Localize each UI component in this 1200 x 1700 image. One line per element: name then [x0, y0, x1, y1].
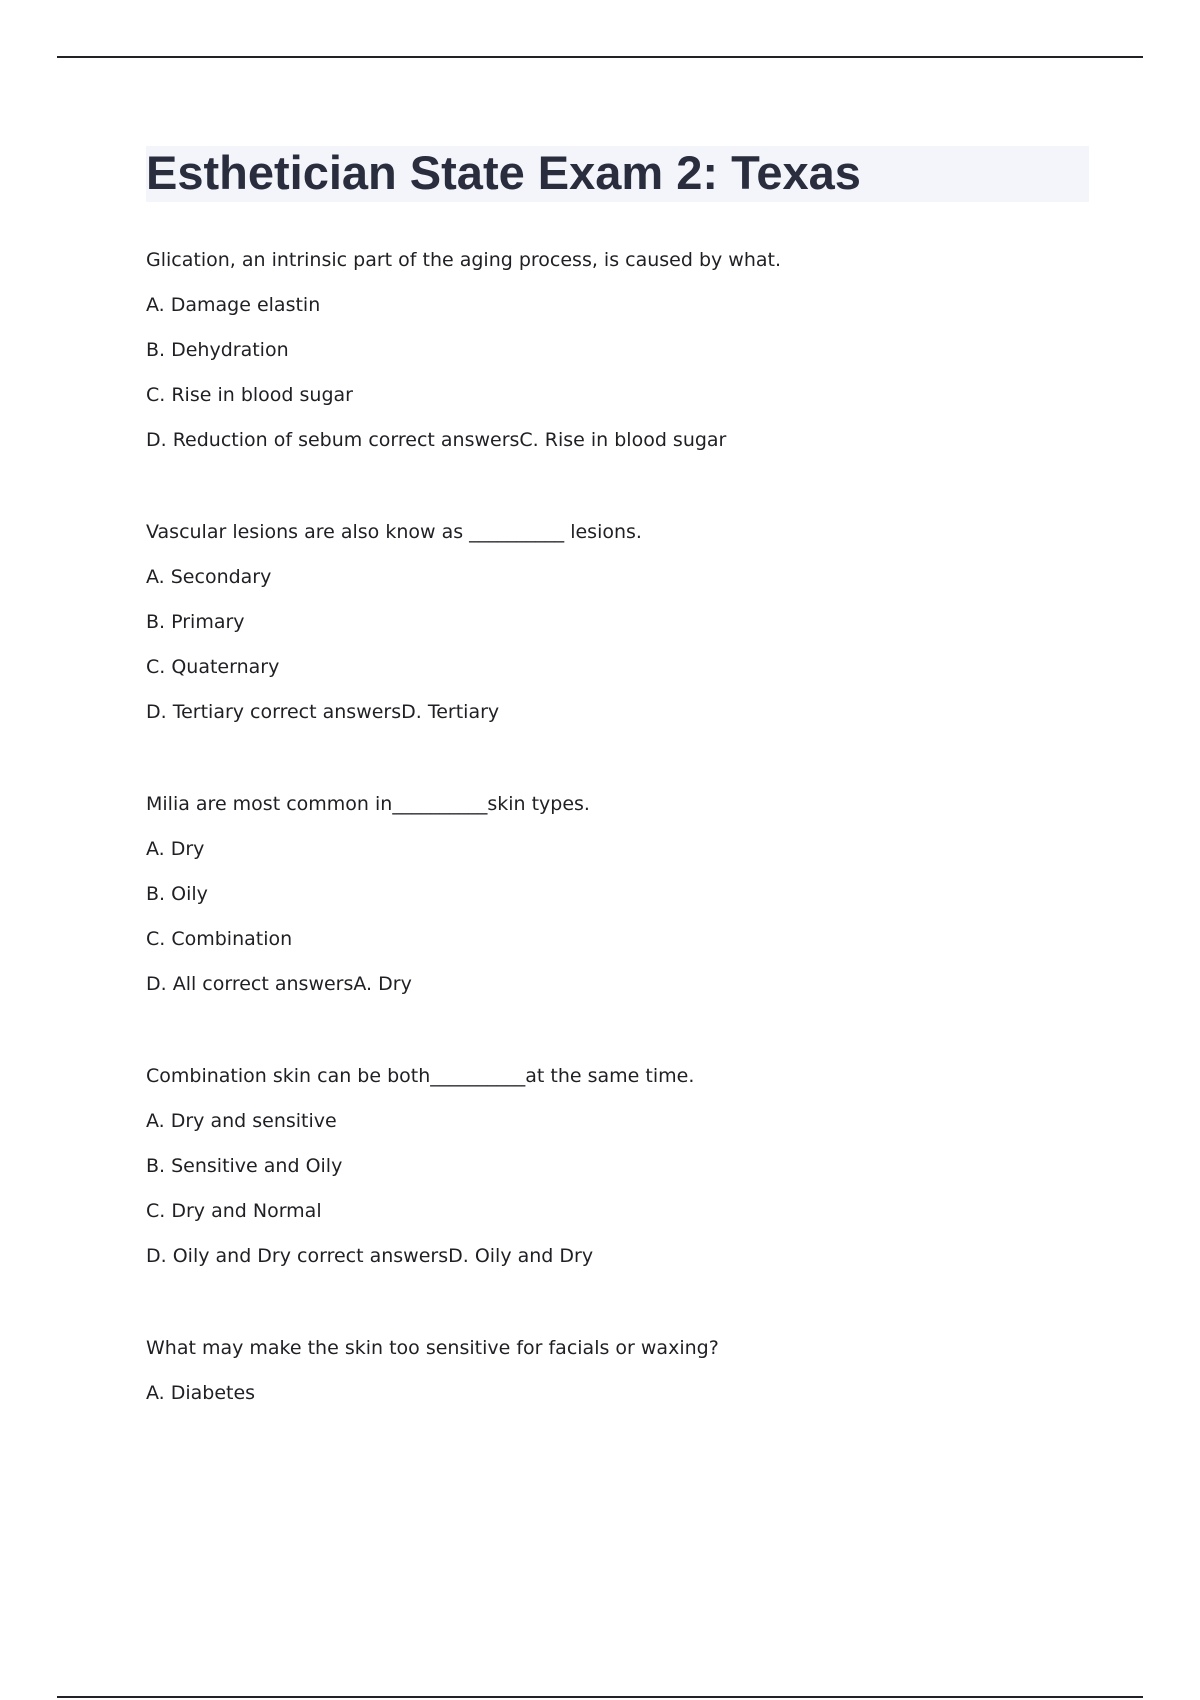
- question-prompt: Glication, an intrinsic part of the aging process, is caused by what.: [146, 249, 782, 271]
- answer-option: C. Rise in blood sugar: [146, 384, 353, 406]
- answer-option: A. Dry: [146, 838, 205, 860]
- answer-option: A. Dry and sensitive: [146, 1110, 337, 1132]
- question-1: [146, 247, 1089, 519]
- question-prompt: Combination skin can be both__________at the same time.: [146, 1065, 695, 1087]
- answer-option: A. Diabetes: [146, 1382, 256, 1404]
- answer-option: C. Quaternary: [146, 656, 280, 678]
- answer-option: B. Primary: [146, 611, 245, 633]
- answer-option: D. Oily and Dry correct answersD. Oily and Dry: [146, 1245, 594, 1267]
- question-2: [146, 519, 1089, 791]
- answer-option: A. Damage elastin: [146, 294, 321, 316]
- question-3: [146, 791, 1089, 1063]
- top-rule: [57, 56, 1143, 58]
- answer-option: D. Tertiary correct answersD. Tertiary: [146, 701, 500, 723]
- answer-option: B. Dehydration: [146, 339, 289, 361]
- answer-option: B. Oily: [146, 883, 208, 905]
- answer-option: C. Dry and Normal: [146, 1200, 322, 1222]
- answer-option: C. Combination: [146, 928, 293, 950]
- bottom-rule: [57, 1696, 1143, 1698]
- question-list: [146, 247, 1089, 1607]
- answer-option: A. Secondary: [146, 566, 272, 588]
- question-prompt: What may make the skin too sensitive for facials or waxing?: [146, 1337, 719, 1359]
- question-prompt: Milia are most common in__________skin types.: [146, 793, 590, 815]
- answer-option: B. Sensitive and Oily: [146, 1155, 343, 1177]
- page-title: Esthetician State Exam 2: Texas: [146, 146, 861, 199]
- answer-option: D. All correct answersA. Dry: [146, 973, 412, 995]
- answer-option: D. Reduction of sebum correct answersC. Rise in blood sugar: [146, 429, 727, 451]
- question-prompt: Vascular lesions are also know as __________ lesions.: [146, 521, 642, 543]
- question-4: [146, 1063, 1089, 1335]
- question-5: [146, 1335, 1089, 1607]
